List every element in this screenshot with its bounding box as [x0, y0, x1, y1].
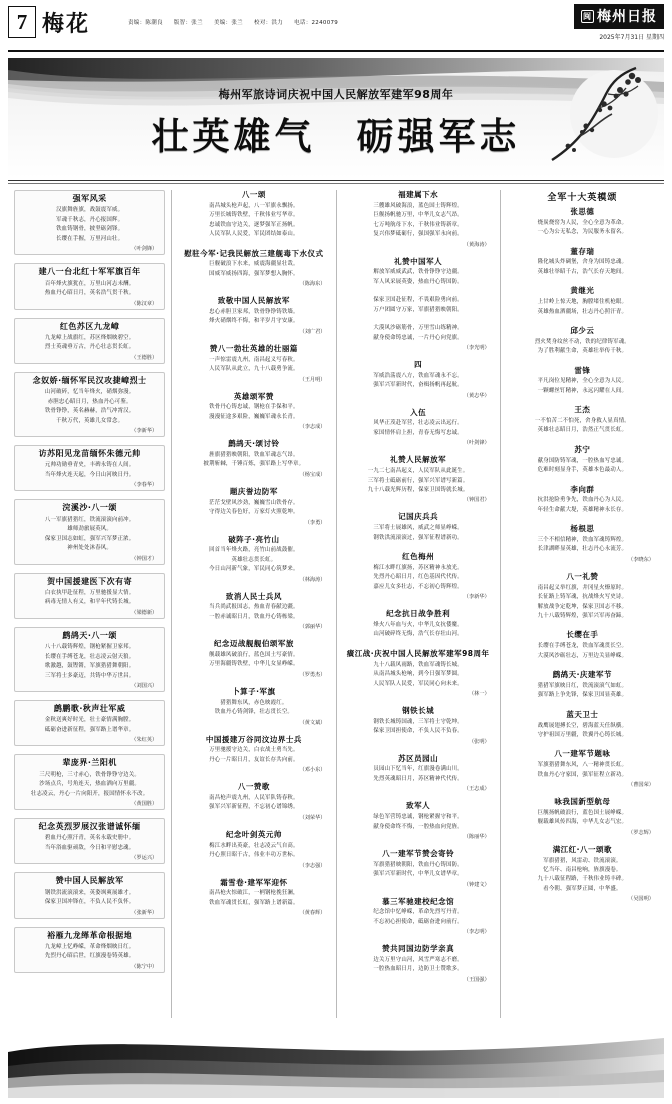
wave-art: [8, 1022, 664, 1098]
poem-title: 八一赞歌: [237, 782, 270, 792]
poem-author: （李晓东）: [628, 556, 654, 563]
poem-item: [507, 797, 658, 836]
poem-body: 巨舰扬帆破浪行，蓝色国土展峥嵘。 舰载雄风传四海，中华儿女志气宏。: [537, 809, 628, 826]
poem-title: 辈庞界·兰阳机: [62, 758, 117, 768]
poem-author: （李勇）: [304, 519, 326, 526]
poem-title: 纪念叶剑英元帅: [225, 829, 282, 839]
poem-body: 保家卫国赴征程，不畏艰险勇向前。 万户团圆守万家，军旗猎猎映朝阳。: [373, 297, 463, 313]
poem-item: [178, 344, 329, 383]
poem-author: （黄春辉）: [299, 910, 326, 917]
poem-item: [507, 286, 658, 317]
poem-body: 万里驰援守边关，白衣战士勇当先。 丹心一片昭日月，友谊长存共向前。: [209, 747, 299, 763]
poem-title: 建八一台北红十军军旗百年: [38, 267, 141, 277]
poem-item: [507, 845, 658, 903]
poem-item: [343, 801, 494, 840]
poem-author: （曹国荣）: [628, 782, 654, 789]
poem-title: 纪念英烈罗展汉张谱诚怀缅: [38, 822, 141, 832]
poem-body: 军威浩荡震八方，铁血军魂永不忘。 强军兴军新时代，奋楫扬帆再起航。: [373, 372, 463, 389]
poem-title: 赞中国人民解放军: [55, 876, 124, 886]
poem-body: 烈火焚身纹丝不动，铁的纪律铸军魂。 为了胜利献生命，英雄壮举传千秋。: [534, 338, 630, 355]
poem-author: （李光明）: [463, 345, 490, 352]
poem-title: 八一建军节赞会寄铃: [382, 848, 455, 858]
poem-body: 八十八载铸辉煌，钢枪紧握卫家邦。 长缨在手缚苍龙，壮志凌云射天狼。 歌激越，鼓铿锵，军旗猎猎舞朝阳。 三军将士多豪迈，共铸中华万世昌。: [44, 644, 135, 679]
poem-body: 解放军威威武武，铁骨铮铮守边疆。 军人风采展英姿，热血丹心铸国防。: [373, 269, 463, 285]
poem-author: （张明）: [468, 738, 490, 745]
poem-body: 碧血丹心照汗青，英名永载史册中。 当年浴血驱顽敌，今日和平慰忠魂。: [44, 835, 135, 851]
poem-item: [343, 296, 494, 315]
credit-editor: 责编：陈潮良: [128, 20, 163, 26]
column-2: [171, 190, 335, 1018]
poem-title: 钢铁长城: [402, 705, 435, 715]
column-3: [336, 190, 500, 1018]
poem-title: 破阵子·亮竹山: [228, 534, 280, 544]
poem-author: （王月明）: [299, 376, 326, 383]
poem-author: （李新华）: [463, 594, 490, 601]
poem-item: [178, 439, 329, 478]
article-columns: [8, 190, 664, 1018]
poem-title: 福建属下水: [398, 190, 439, 199]
poem-title: 咏我国新型航母: [554, 797, 611, 807]
poem-author: （李春华）: [131, 482, 158, 489]
poem-body: 三尺明枪，三寸赤心，铁骨铮铮守边关。 沙场点兵，号角连天，热血洒向万里疆。 壮志凌云，丹心一片向阳开，报国情怀永不改。: [30, 771, 149, 797]
poem-item: [343, 897, 494, 936]
poem-title: 致军人: [406, 801, 431, 811]
poem-item: [507, 366, 658, 397]
poem-item: [178, 639, 329, 678]
paper-mark: 闽: [583, 12, 592, 21]
poem-item: [14, 872, 165, 918]
poem-item: [178, 190, 329, 240]
poem-title: 礼赞中国军人: [394, 256, 443, 266]
masthead: [8, 4, 664, 52]
poem-author: （陈丽华）: [463, 833, 490, 840]
poem-author: （罗运兴）: [131, 855, 158, 862]
poem-title: 八一建军节题咏: [554, 749, 611, 759]
poem-body: 上甘岭上惊天地，胸膛堵住机枪眼。 英雄热血洒疆场，壮志丹心照汗青。: [537, 299, 628, 315]
poem-author: （刘荣华）: [299, 814, 326, 821]
poem-item: [14, 318, 165, 364]
poem-title: 访苏阳见龙苗缅怀朱德元帅: [38, 449, 141, 458]
poem-body: 军旗猎猎舞东风，八一精神贯长虹。 铁血丹心守家国，强军征程立新功。: [537, 762, 628, 778]
poem-title: 董存瑞: [570, 246, 595, 256]
poem-item: [343, 408, 494, 447]
poem-item: [343, 944, 494, 983]
banner-divider-thick: [8, 180, 664, 181]
poem-title: 入伍: [410, 407, 427, 417]
poem-item: [14, 700, 165, 746]
poem-item: [14, 263, 165, 309]
poem-title: 鹧鸪天·颂讨铃: [228, 439, 280, 449]
paper-logo: [574, 4, 664, 29]
poem-body: 梅江水畔红旗扬，苏区精神永放光。 先烈丹心昭日月，红色基因代代传。 嘉应儿女多壮志，不忘初心铸辉煌。: [373, 564, 463, 590]
poem-title: 纪念抗日战争胜利: [386, 609, 451, 619]
poem-author: （杨宝成）: [299, 471, 326, 478]
masthead-left: [8, 6, 90, 38]
poem-author: （李新华）: [131, 428, 158, 434]
poem-item: [178, 878, 329, 917]
poem-author: （吴国明）: [628, 896, 654, 903]
poem-body: 抗洪抢险勇争先，铁血丹心为人民。 年轻生命献大堤，英雄精神永长存。: [537, 497, 628, 513]
poem-author: （罗勇杰）: [299, 671, 326, 678]
poem-author: （李志成）: [299, 424, 326, 431]
poem-title: 八一颂: [241, 190, 266, 199]
poem-title: 慰驻今军·记我民解放三建舰毒下水仪式: [184, 248, 324, 258]
credit-phone: 电话：2240079: [294, 20, 339, 26]
poem-body: 九十八载风雨路，铁血军魂铸长城。 从南昌城头枪响，到今日强军梦圆。 人民军队人民爱，军民同心向未来。: [373, 661, 463, 687]
poem-body: 元帅功勋垂青史，丰碑永铸在人间。 当年烽火连天起，今日山河映日丹。: [44, 462, 135, 478]
poem-title: 邱少云: [570, 325, 595, 335]
poem-body: 钢铁洪流滚滚来，英姿飒爽展雄才。 保家卫国冲锋在，不负人民不负怀。: [44, 889, 135, 906]
poem-author: （黄国胜）: [131, 801, 158, 808]
poem-item: [343, 754, 494, 793]
poem-title: 霜雪卷·建军军迎怀: [220, 877, 288, 887]
credit-layout: 版智：张兰: [173, 20, 203, 26]
poem-body: 三个不相信精神，铁血军魂铸辉煌。 长津湖畔显英雄，壮志丹心永流芳。: [537, 537, 628, 553]
footer-wave-decoration: [8, 1022, 664, 1098]
poem-title: 红色梅州: [402, 552, 435, 562]
poem-title: 致消人民士兵风: [225, 591, 282, 601]
poem-item: [178, 535, 329, 583]
poem-body: 茫茫戈壁风沙劲，巍巍雪山铁骨存。 守得边关春色好，万家灯火照乾坤。: [209, 499, 299, 516]
poem-item: [343, 455, 494, 503]
poem-author: （邓小东）: [299, 767, 326, 774]
poem-title: 赞八一勃壮英雄的壮丽篇: [209, 343, 298, 353]
poem-body: 回首当年烽火路，亮竹山前战鼓催。 英雄壮志贯长虹。 今日山河新气象，军民同心筑梦来。: [209, 547, 299, 573]
column-1: [8, 190, 171, 1018]
poem-item: [343, 706, 494, 745]
credit-designer: 美编：张兰: [213, 20, 243, 26]
poem-body: 九龙嶂上忆峥嵘，革命烽烟映日红。 先烈丹心昭后世，红旗漫卷铸英雄。: [44, 944, 135, 960]
poem-title: 中国援建万谷同汶边界士兵: [205, 734, 302, 744]
publication-date: 2025年7月31日 星期四: [599, 34, 664, 41]
poem-item: [178, 830, 329, 869]
poem-item: [507, 485, 658, 516]
poem-body: 山河破碎，忆当年烽火，硝烟弥漫。 赤胆忠心昭日月，热血丹心可鉴。 铁骨铮铮，英名赫赫，浩气冲霄汉。 千秋万代，英雄儿女常念。: [44, 389, 135, 424]
poem-item: [343, 360, 494, 399]
poem-body: 三军将士展雄风，威武之师显峥嵘。 钢铁洪流滚滚过，强军征程谱新功。: [373, 525, 463, 541]
poem-item: [14, 372, 165, 437]
poem-author: （黄志华）: [463, 392, 490, 399]
poem-item: [14, 499, 165, 564]
poem-title: 鹧鸪天·庆建军节: [552, 670, 613, 680]
poem-author: （王志成）: [463, 786, 490, 793]
poem-body: 旌旗猎猎映朝阳，铁血军魂志气昂。 披荆斩棘，千锤百炼，强军路上写华章。: [203, 451, 305, 468]
poem-body: 汉旗舞旌旗，战鼓震军威。 军魂千秋志，丹心报国辉。 铁血铸钢骨，披坚砺剑锋。 长缨在手握，万里河山壮。: [56, 207, 124, 242]
poem-item: [343, 257, 494, 288]
poem-body: 白衣执甲赴征程，万里驰援显大情。 病毒无情人有义，和平年代铸长城。: [44, 589, 135, 606]
poem-item: [14, 445, 165, 491]
poem-item: [14, 754, 165, 810]
poem-author: （林海涛）: [299, 576, 326, 583]
credit-proofreader: 校对：洪力: [254, 20, 284, 26]
poem-title: 苏宁: [574, 444, 591, 454]
poem-item: [14, 927, 165, 973]
poem-item: [507, 572, 658, 622]
poem-body: 一声惊雷震九州，南昌起义写春秋。 人民军队从此立，九十八载勇争流。: [209, 356, 299, 373]
poem-title: 红色苏区九龙嶂: [59, 321, 120, 331]
poem-title: 记国庆兵兵: [398, 512, 439, 522]
poem-author: （黄文斌）: [299, 719, 326, 726]
poem-author: （李志强）: [299, 862, 326, 869]
masthead-credits: [128, 18, 347, 26]
poem-body: 平凡岗位见精神，全心全意为人民。 一颗螺丝钉精神，永远闪耀在人间。: [537, 378, 628, 394]
poem-item: [343, 552, 494, 600]
poem-body: 南昌城头枪声起，八一军旗永飘扬。 万里长城铸铁壁，千秋伟业写华章。 忠诚铁血守边关，逐梦强军正扬帆。 人民军队人民爱，军民团结如泰山。: [209, 202, 299, 238]
poem-body: 金秋送爽好时光，壮士豪情满胸膛。 砥砺奋进新征程，强军路上谱华章。: [44, 717, 135, 733]
poem-body: 风华正茂赴军营，壮志凌云出远行。 家国情怀肩上担，青春无悔写忠诚。: [373, 420, 463, 436]
poem-body: 一九二七南昌起义，人民军队从此诞生。 三军将士砥砺前行，强军兴军谱写新篇。 九十八载光辉历程，保家卫国铸就长城。: [367, 468, 469, 493]
poem-author: （陈宁中）: [131, 963, 158, 970]
poem-item: [14, 190, 165, 255]
poem-item: [178, 392, 329, 431]
poem-body: 八一军旗猎猎红，铁流滚滚向前冲。 雄师劲旅展英风。 保家卫国志如虹，强军兴军梦正浓。 神州处处沐春风。: [44, 516, 135, 552]
poem-item: [178, 735, 329, 774]
newspaper-page: [0, 4, 672, 1104]
poem-title: 杨根思: [570, 524, 595, 534]
poem-body: 员园山下忆当年，红旗漫卷满山川。 先烈英魂昭日月，苏区精神代代传。: [373, 766, 463, 782]
poem-item: [507, 630, 658, 661]
poem-item: [507, 670, 658, 701]
poem-body: 九龙嶂上战旗红，苏区烽烟映碧空。 烈士英魂垂万古，丹心壮志贯长虹。: [44, 334, 135, 351]
paper-name: 梅州日报: [597, 9, 657, 25]
poem-item: [178, 782, 329, 821]
poem-body: 大漠风沙砺筋骨，万里雪山练精神。 献身使命铸忠诚，一片丹心向党旗。: [373, 325, 463, 341]
poem-body: 军旗猎猎映朝阳，铁血丹心铸国防。 强军兴军新时代，中华儿女谱华章。: [373, 861, 463, 878]
poem-title: 浣溪沙·八一颂: [62, 503, 117, 513]
poem-title: 英雄颂军赞: [233, 391, 274, 401]
poem-author: （林一）: [468, 690, 490, 697]
poem-author: （朱红英）: [131, 737, 158, 744]
poem-title: 四: [414, 360, 423, 370]
poem-author: （钟国才）: [131, 555, 158, 562]
poem-body: 忠心赤胆卫家邦，铁骨铮铮铸铁墙。 烽火硝烟终不悔，和平岁月守安康。: [209, 308, 299, 325]
poem-title: 癀江战·庆祝中国人民解放军建军98周年: [346, 648, 490, 658]
section-name: 梅花: [42, 11, 91, 37]
poem-title: 李向群: [570, 484, 595, 494]
poem-body: 战鹰展翅搏长空，碧海蓝天任纵横。 守护祖国万里疆，铁翼丹心铸长城。: [537, 722, 628, 738]
poem-body: 巨舰破浪下水来，威震海疆显壮哉。 国威军威扬四海，强军梦想入胸怀。: [209, 261, 299, 277]
poem-body: 百年烽火旗犹在，万里山河志未酬。 热血丹心昭日月，英名浩气贯千秋。: [44, 280, 135, 297]
poem-author: （钟建文）: [463, 881, 490, 888]
poem-author: （王国强）: [463, 976, 490, 983]
poem-title: 纪念迈战舰舰伯颂军旅: [213, 639, 294, 649]
poem-body: 隆化城头炸碉堡，舍身为国铸忠魂。 英雄壮举昭千古，浩气长存天地间。: [537, 259, 628, 275]
poem-item: [507, 445, 658, 476]
poem-item: [178, 487, 329, 526]
poem-body: 绿色军营铸忠诚，钢枪紧握守和平。 献身使命终不悔，一腔热血向党旌。: [373, 814, 463, 830]
poem-author: （黄海涛）: [463, 241, 490, 248]
poem-author: （王德胜）: [131, 354, 158, 361]
poem-author: （罗志辉）: [628, 829, 654, 836]
poem-body: 烧炭烧窑为人民，全心全意为革命。 一心为公无私念，为民服务永留名。: [537, 219, 628, 236]
poem-body: 梅江水畔出英豪，壮志凌云气自高。 丹心照日昭千古，伟业丰功万世标。: [209, 842, 299, 859]
poem-body: 猎猎军旗映日红，铁流滚滚气如虹。 强军路上争先锋，保家卫国显英雄。: [537, 682, 628, 699]
poem-author: （郭丽华）: [299, 624, 326, 631]
poem-item: [507, 710, 658, 741]
poem-title: 鹧鸪天·八一颂: [62, 630, 117, 640]
poem-body: 南昌枪声震九州，人民军队铸春秋。 强军兴军新征程，不忘初心谱锦绣。: [209, 794, 299, 811]
banner: [8, 58, 664, 178]
poem-item: [343, 324, 494, 351]
poem-item: [178, 296, 329, 335]
poem-body: 烽火八年血与火，中华儿女抗倭魔。 山河破碎终无悔，浩气长存壮山河。: [373, 621, 463, 638]
poem-item: [178, 687, 329, 726]
poem-body: 舰载雄风破浪行，蓝色国土写豪情。 万里海疆铸铁壁，中华儿女显峥嵘。: [209, 652, 299, 668]
poem-body: 纪念馆中忆峥嵘，革命先烈写丹青。 不忘初心担使命，砥砺奋进向前行。: [373, 909, 463, 925]
poem-title: 慕三军驰建校纪念馆: [382, 896, 455, 906]
poem-author: （钟国君）: [463, 497, 490, 504]
poem-author: （陈海东）: [299, 281, 326, 288]
poem-item: [343, 609, 494, 640]
poem-body: 铁骨丹心铸忠诚，钢枪在手保和平。 漫漫征途多艰险，巍巍军魂永长青。: [209, 404, 299, 420]
poem-item: [178, 249, 329, 288]
column-4: [500, 190, 664, 1018]
banner-kicker: 梅州军旅诗词庆祝中国人民解放军建军98周年: [218, 88, 454, 101]
poem-title: 题庆誉边防军: [229, 486, 278, 496]
banner-headline: 壮英雄气 砺强军志: [151, 115, 521, 158]
poem-title: 张思德: [570, 207, 595, 216]
poem-item: [14, 573, 165, 619]
poem-body: 一不怕苦二不怕死，舍身救人显真情。 英雄壮志昭日月，浩然正气贯长虹。: [534, 418, 630, 434]
poem-title: 雷锋: [574, 365, 591, 375]
poem-title: 念奴娇·缅怀军民汉攻捷嶂烈士: [32, 375, 147, 385]
poem-title: 礼赞人民解放军: [390, 455, 447, 465]
poem-item: [507, 749, 658, 788]
poem-title: 致敬中国人民解放军: [217, 296, 290, 306]
poem-item: [507, 524, 658, 563]
poem-title: 黄继光: [570, 286, 595, 296]
poem-body: 边关万里守山河，风雪严寒志不磨。 一腔热血昭日月，边防卫士赞歌多。: [373, 957, 463, 973]
poem-item: [507, 326, 658, 357]
poem-body: 钢铁长城铸国魂，三军将士守乾坤。 保家卫国担使命，不负人民不负春。: [373, 718, 463, 735]
poem-author: （李志明）: [463, 929, 490, 936]
page-number: 7: [8, 6, 36, 38]
poem-body: 长缨在手缚苍龙，铁血军魂贯长空。 大漠风沙砺壮志，万里边关显峥嵘。: [537, 643, 628, 659]
poem-author: （刘广君）: [299, 328, 326, 335]
column-4-heading: 全军十大英模颂: [547, 193, 618, 203]
poem-title: 满江红·八一颂歌: [552, 844, 613, 854]
poem-title: 贺中国援建医下次有寄: [47, 576, 133, 586]
poem-author: （梁德新）: [131, 609, 158, 616]
poem-title: 卜算子·军旗: [232, 686, 276, 696]
poem-body: 南昌起义举红旗，井冈星火燎原时。 长征路上铸军魂，抗战烽火写史诗。 解放战争定乾坤，保家卫国志不移。 九十八载铸辉煌，强军兴军再奋蹄。: [537, 584, 628, 620]
poem-body: 南昌枪火惊破江，一柄钢枪挽狂澜， 铁血军魂贯长虹，强军路上谱新篇。: [209, 890, 299, 906]
poem-title: 王杰: [574, 405, 591, 415]
poem-author: （陈汉章）: [131, 300, 158, 307]
banner-divider-thin: [8, 183, 664, 184]
poem-body: 当兵尚武报国志，热血青春献边疆。 一腔赤诚昭日月，铁血丹心铸栋梁。: [209, 604, 299, 620]
poem-author: （刘国兴）: [131, 683, 158, 689]
poem-item: [343, 512, 494, 543]
poem-item: [343, 649, 494, 697]
poem-body: 猎猎舞东风，赤色映霞红。 铁血丹心铸剑锋，壮志贯长空。: [214, 699, 294, 716]
poem-author: （叶剑锋）: [463, 440, 490, 447]
poem-author: （叶剑锋）: [131, 246, 158, 253]
poem-title: 长缨在手: [566, 630, 599, 640]
poem-title: 蓝天卫士: [566, 709, 599, 719]
poem-title: 赞共同国边防学亲真: [382, 944, 455, 954]
poem-title: 强军风采: [72, 194, 107, 203]
poem-item: [507, 207, 658, 238]
poem-item: [14, 818, 165, 864]
poem-item: [343, 849, 494, 888]
masthead-right: [574, 4, 664, 41]
poem-title: 苏区员园山: [398, 753, 439, 763]
poem-body: 军旗猎猎，风雷动、铁流滚滚。 忆当年、南昌枪响，旌旗漫卷。 九十八载征程路，千秋伟业铸丰碑。 看今朝、强军梦正圆，中华盛。: [537, 857, 628, 892]
poem-item: [343, 190, 494, 248]
poem-item: [178, 592, 329, 631]
poem-title: 裕雁九龙缂革命根据地: [47, 930, 133, 940]
poem-item: [507, 405, 658, 436]
poem-item: [14, 627, 165, 692]
poem-body: 献身国防铸军魂，一腔热血写忠诚。 危难时刻显身手，英雄本色最动人。: [537, 457, 628, 474]
poem-item: [507, 247, 658, 278]
poem-title: 八一礼赞: [566, 571, 599, 581]
poem-author: （张新华）: [131, 909, 158, 916]
poem-title: 鹧鹏歌·秋声壮军威: [53, 704, 126, 713]
poem-body: 三艘雄风破海浪，蓝色国土铸辉煌。 巨舰扬帆驰万里，中华儿女志气昂。 七万吨航母下水，千秋伟业铸新章。 复兴伟梦砥砺行，强国强军永向前。: [373, 202, 463, 238]
